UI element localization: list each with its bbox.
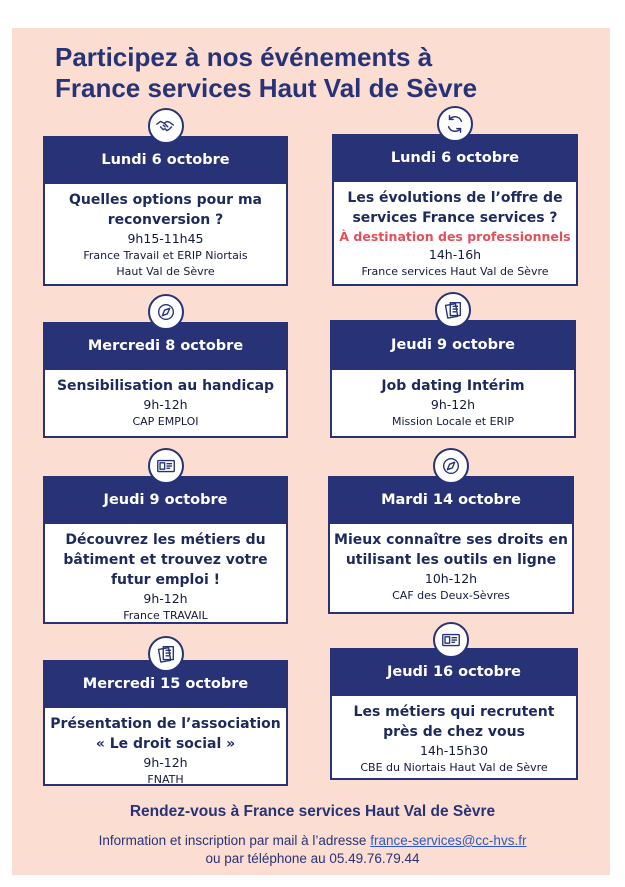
event-body bbox=[330, 370, 576, 438]
event-card bbox=[43, 136, 288, 286]
event-time: 10h-12h bbox=[424, 571, 478, 586]
event-date: Mercredi 15 octobre bbox=[43, 660, 288, 708]
event-card bbox=[43, 660, 288, 786]
event-date: Jeudi 9 octobre bbox=[43, 476, 288, 524]
event-topic-line: Mieux connaître ses droits en bbox=[334, 532, 568, 548]
title-line-1: Participez à nos événements à bbox=[55, 42, 433, 72]
event-place-line: Mission Locale et ERIP bbox=[391, 415, 515, 428]
event-date: Jeudi 16 octobre bbox=[330, 648, 578, 696]
id-card-icon bbox=[148, 448, 184, 484]
documents-icon bbox=[148, 636, 184, 672]
event-topic-line: bâtiment et trouvez votre bbox=[63, 552, 268, 568]
event-topic-line: futur emploi ! bbox=[110, 572, 221, 588]
event-time: 14h-15h30 bbox=[419, 743, 489, 758]
event-body bbox=[332, 182, 578, 286]
event-place-line: France services Haut Val de Sèvre bbox=[361, 265, 549, 278]
compass-icon bbox=[433, 448, 469, 484]
event-date: Lundi 6 octobre bbox=[332, 134, 578, 182]
event-topic-line: services France services ? bbox=[352, 210, 558, 226]
event-time: 9h-12h bbox=[143, 397, 188, 412]
event-time: 9h-12h bbox=[143, 755, 188, 770]
event-place-line: CAF des Deux-Sèvres bbox=[392, 589, 510, 602]
event-card bbox=[332, 134, 578, 286]
footer-contact bbox=[0, 832, 625, 868]
event-card bbox=[43, 322, 288, 438]
event-card bbox=[330, 320, 576, 438]
event-card bbox=[328, 476, 574, 614]
event-card bbox=[330, 648, 578, 780]
event-time: 9h15-11h45 bbox=[127, 231, 204, 246]
event-date: Lundi 6 octobre bbox=[43, 136, 288, 184]
event-time: 9h-12h bbox=[143, 591, 188, 606]
id-card-icon bbox=[433, 622, 469, 658]
refresh-icon bbox=[437, 106, 473, 142]
event-place-line: FNATH bbox=[147, 773, 184, 786]
event-topic-line: Les métiers qui recrutent bbox=[353, 704, 555, 720]
contact-email-line bbox=[0, 832, 625, 850]
handshake-icon bbox=[148, 108, 184, 144]
event-topic-line: Découvrez les métiers du bbox=[65, 532, 266, 548]
event-body bbox=[43, 524, 288, 624]
event-topic-line: utilisant les outils en ligne bbox=[345, 552, 557, 568]
event-body bbox=[328, 524, 574, 614]
documents-icon bbox=[435, 292, 471, 328]
event-body bbox=[43, 184, 288, 286]
event-body bbox=[43, 708, 288, 786]
event-place-line: France TRAVAIL bbox=[123, 609, 208, 622]
event-date: Mercredi 8 octobre bbox=[43, 322, 288, 370]
email-link[interactable]: france-services@cc-hvs.fr bbox=[370, 833, 527, 848]
event-topic-line: Présentation de l’association bbox=[50, 716, 281, 732]
event-body bbox=[43, 370, 288, 438]
event-topic-line: Les évolutions de l’offre de bbox=[347, 190, 563, 206]
event-time: 9h-12h bbox=[430, 397, 476, 412]
event-date: Mardi 14 octobre bbox=[328, 476, 574, 524]
event-topic-line: Quelles options pour ma bbox=[68, 192, 262, 208]
event-place-line: Haut Val de Sèvre bbox=[116, 265, 215, 278]
event-time: 14h-16h bbox=[428, 247, 482, 262]
event-place-line: CAP EMPLOI bbox=[132, 415, 199, 428]
event-place-line: France Travail et ERIP Niortais bbox=[83, 249, 248, 262]
event-body bbox=[330, 696, 578, 780]
compass-icon bbox=[148, 294, 184, 330]
event-place-line: CBE du Niortais Haut Val de Sèvre bbox=[360, 761, 548, 774]
event-topic-line: Job dating Intérim bbox=[381, 378, 525, 394]
footer-headline: Rendez-vous à France services Haut Val de Sèvre bbox=[129, 803, 496, 820]
event-audience: À destination des professionnels bbox=[339, 229, 571, 244]
event-topic-line: « Le droit social » bbox=[95, 736, 236, 752]
event-card bbox=[43, 476, 288, 624]
contact-phone-line: ou par téléphone au 05.49.76.79.44 bbox=[205, 851, 420, 866]
event-topic-line: reconversion ? bbox=[107, 212, 224, 228]
contact-prefix: Information et inscription par mail à l’adresse bbox=[98, 833, 367, 848]
title-line-2: France services Haut Val de Sèvre bbox=[55, 73, 478, 103]
page-title bbox=[55, 42, 477, 104]
event-topic-line: Sensibilisation au handicap bbox=[56, 378, 275, 394]
event-date: Jeudi 9 octobre bbox=[330, 320, 576, 370]
event-topic-line: près de chez vous bbox=[383, 724, 525, 740]
